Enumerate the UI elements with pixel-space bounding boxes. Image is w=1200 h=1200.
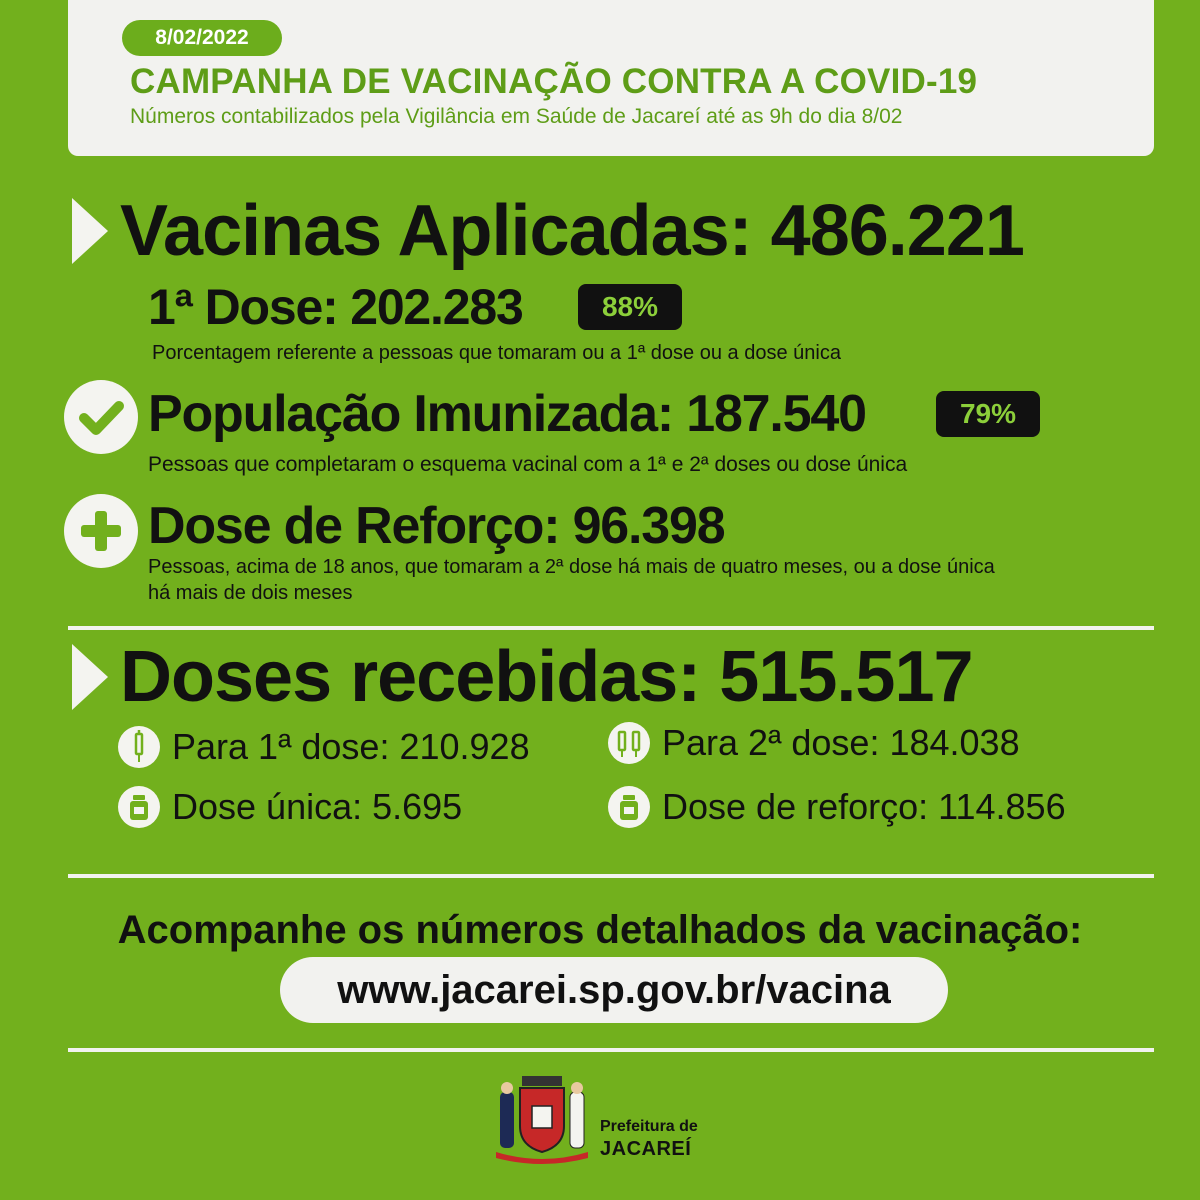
vaccine-url-link[interactable]: www.jacarei.sp.gov.br/vacina (280, 957, 948, 1023)
prefeitura-city: JACAREÍ (600, 1138, 692, 1160)
arrow-right-icon (68, 198, 108, 264)
vial-icon (118, 786, 160, 828)
check-icon (64, 380, 138, 454)
prefeitura-label: Prefeitura de (600, 1118, 698, 1135)
cta-text: Acompanhe os números detalhados da vacinação: (117, 908, 1083, 952)
double-syringe-icon (608, 722, 650, 764)
reforco-note-line1: Pessoas, acima de 18 anos, que tomaram a 2ª dose há mais de quatro meses, ou a dose única (148, 556, 995, 578)
check-circle-icon (64, 380, 138, 454)
plus-icon (64, 494, 138, 568)
imunizada-percent-badge: 79% (936, 391, 1040, 437)
campaign-title: CAMPANHA DE VACINAÇÃO CONTRA A COVID-19 (130, 62, 978, 101)
divider (68, 874, 1154, 878)
dose-item-segunda: Para 2ª dose: 184.038 (662, 722, 1020, 763)
imunizada-note: Pessoas que completaram o esquema vacinal com a 1ª e 2ª doses ou dose única (148, 453, 908, 476)
primeira-dose-percent-badge: 88% (578, 284, 682, 330)
doses-recebidas-title: Doses recebidas: 515.517 (120, 637, 973, 717)
primeira-dose-note: Porcentagem referente a pessoas que tomaram ou a 1ª dose ou a dose única (152, 342, 841, 364)
divider (68, 1048, 1154, 1052)
dose-item-primeira: Para 1ª dose: 210.928 (172, 726, 530, 767)
dose-item-unica: Dose única: 5.695 (172, 786, 463, 827)
syringe-icon (118, 726, 160, 768)
dose-reforco-stat: Dose de Reforço: 96.398 (148, 497, 725, 555)
arrow-right-icon (68, 644, 108, 710)
city-crest-logo (492, 1072, 592, 1164)
reforco-note-line2: há mais de dois meses (148, 582, 353, 604)
vacinas-aplicadas-title: Vacinas Aplicadas: 486.221 (120, 191, 1024, 271)
populacao-imunizada-stat: População Imunizada: 187.540 (148, 385, 866, 443)
plus-circle-icon (64, 494, 138, 568)
vial-icon (608, 786, 650, 828)
campaign-subtitle: Números contabilizados pela Vigilância em Saúde de Jacareí até as 9h do dia 8/02 (130, 105, 903, 128)
primeira-dose-stat: 1ª Dose: 202.283 (148, 279, 523, 335)
divider (68, 626, 1154, 630)
date-badge: 8/02/2022 (122, 20, 282, 56)
dose-item-reforco: Dose de reforço: 114.856 (662, 786, 1066, 827)
